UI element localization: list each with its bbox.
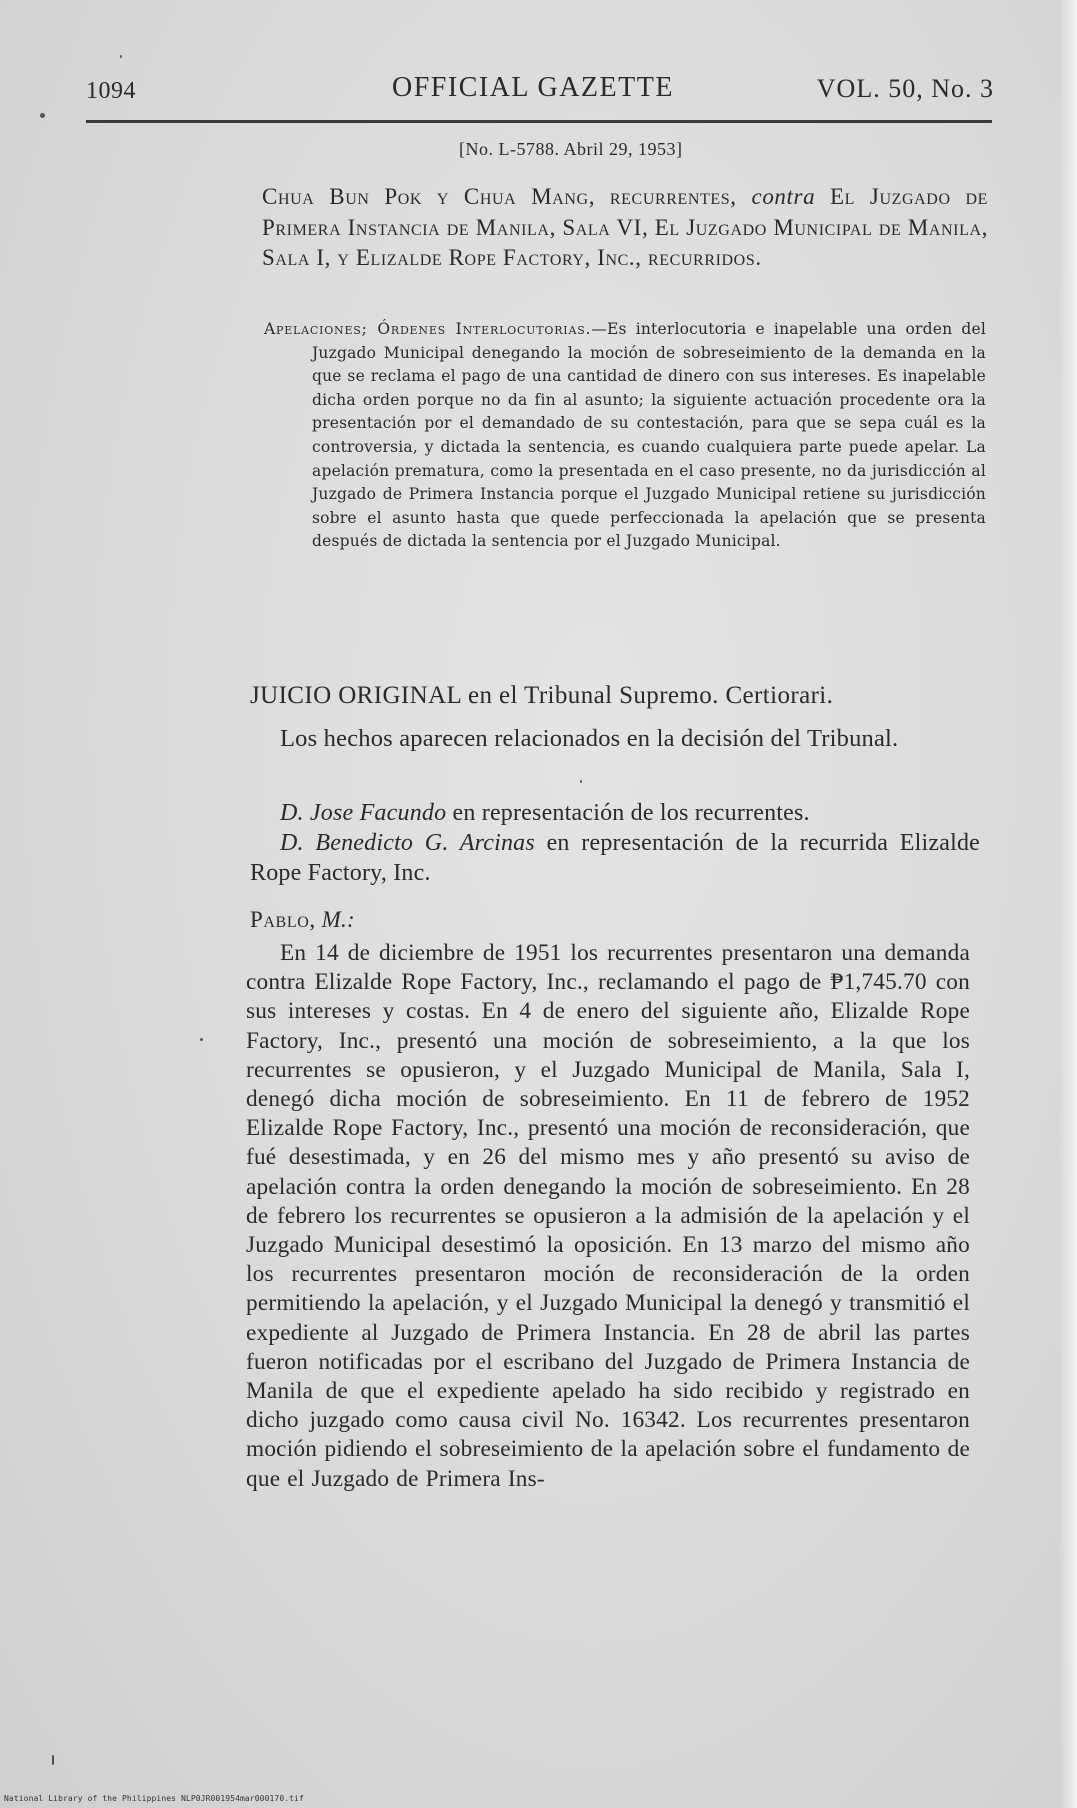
- scan-speck: [40, 113, 45, 118]
- petitioners: Chua Bun Pok y Chua Mang, recurrentes,: [262, 184, 737, 209]
- opinion-text: En 14 de diciembre de 1951 los recurrentes presentaron una demanda contra Elizalde Rope Factory, Inc., reclamando el pago de ₱1,745.70 con sus intereses y costas. En 4 de enero del siguiente año, Elizalde Rope Factory, Inc., presentó una moción de sobreseimiento, a la que los recurrentes se opusieron, y el Juzgado Municipal de Manila, Sala I, denegó dicha moción de sobreseimiento. En 11 de febrero de 1952 Elizalde Rope Factory, Inc., presentó una moción de reconsideración, que fué desestimada, y en 26 del mismo mes y año presentó su aviso de apelación contra la orden denegando la moción de sobreseimiento. En 28 de febrero los recurrentes se opusieron a la admisión de la apelación y el Juzgado Municipal desestimó la oposición. En 13 marzo del mismo año los recurrentes presentaron moción de reconsideración de la orden permitiendo la apelación, y el Juzgado Municipal la denegó y transmitió el expediente al Juzgado de Primera Instancia. En 28 de abril las partes fueron notificadas por el escribano del Juzgado de Primera Instancia de Manila de que el expediente apelado ha sido recibido y registrado en dicho juzgado como causa civil No. 16342. Los recurrentes presentaron moción pidiendo el sobreseimiento de la apelación sobre el fundamento de que el Juzgado de Primera Ins-: [246, 940, 970, 1492]
- counsel-entry: [250, 798, 980, 828]
- facts-statement: Los hechos aparecen relacionados en la decisión del Tribunal.: [280, 725, 899, 752]
- contra-word: contra: [751, 184, 816, 209]
- syllabus-text: —Es interlocutoria e inapelable una orden del Juzgado Municipal denegando la moción de sobreseimiento de la demanda en la que se reclama el pago de una cantidad de dinero con sus intereses. Es inapelable dicha orden porque no da fin al asunto; la siguiente actuación procedente ora la presentación por el demandado de su contestación, para que se sepa cuál es la controversia, y dictada la sentencia, es cuando cualquiera parte puede apelar. La apelación prematura, como la presentada en el caso presente, no da jurisdicción al Juzgado de Primera Instancia porque el Juzgado Municipal retiene su jurisdicción sobre el asunto hasta que quede perfeccionada la apelación que se presenta después de dictada la sentencia por el Juzgado Municipal.: [312, 320, 986, 551]
- running-header: [86, 70, 994, 110]
- scan-speck: [120, 55, 122, 58]
- ponente: [250, 905, 355, 934]
- counsel-list: [250, 798, 980, 888]
- ponente-name: Pablo,: [250, 907, 316, 932]
- scan-speck: [200, 1038, 203, 1041]
- case-parties: [262, 182, 988, 274]
- counsel-name: D. Benedicto G. Arcinas: [280, 830, 535, 856]
- respondents: El Juzgado de Primera Instancia de Manila, Sala VI, El Juzgado Municipal de Manila, Sala I, y Elizalde Rope Factory, Inc., recurridos.: [262, 184, 988, 270]
- volume-number: VOL. 50, No. 3: [816, 74, 994, 103]
- page-edge: [1059, 0, 1077, 1808]
- syllabus-topic: Apelaciones; Órdenes Interlocutorias.: [264, 320, 592, 338]
- publication-title: OFFICIAL GAZETTE: [392, 72, 674, 103]
- ponente-initial: M.:: [315, 907, 355, 932]
- case-number: [No. L-5788. Abril 29, 1953]: [459, 139, 683, 159]
- scan-source-footer: National Library of the Philippines NLP0JR001954mar000170.tif: [4, 1794, 304, 1803]
- header-rule: [86, 120, 992, 123]
- counsel-name: D. Jose Facundo: [280, 800, 447, 826]
- scan-speck: [580, 780, 582, 783]
- counsel-entry: [250, 828, 980, 888]
- page-number: 1094: [86, 78, 136, 104]
- counsel-role: en representación de los recurrentes.: [446, 800, 810, 826]
- scan-speck: [52, 1755, 54, 1765]
- counsel-role: en representación de la recurrida Elizalde Rope Factory, Inc.: [250, 830, 980, 886]
- original-action: JUICIO ORIGINAL en el Tribunal Supremo. Certiorari.: [250, 682, 834, 709]
- syllabus: [264, 318, 986, 554]
